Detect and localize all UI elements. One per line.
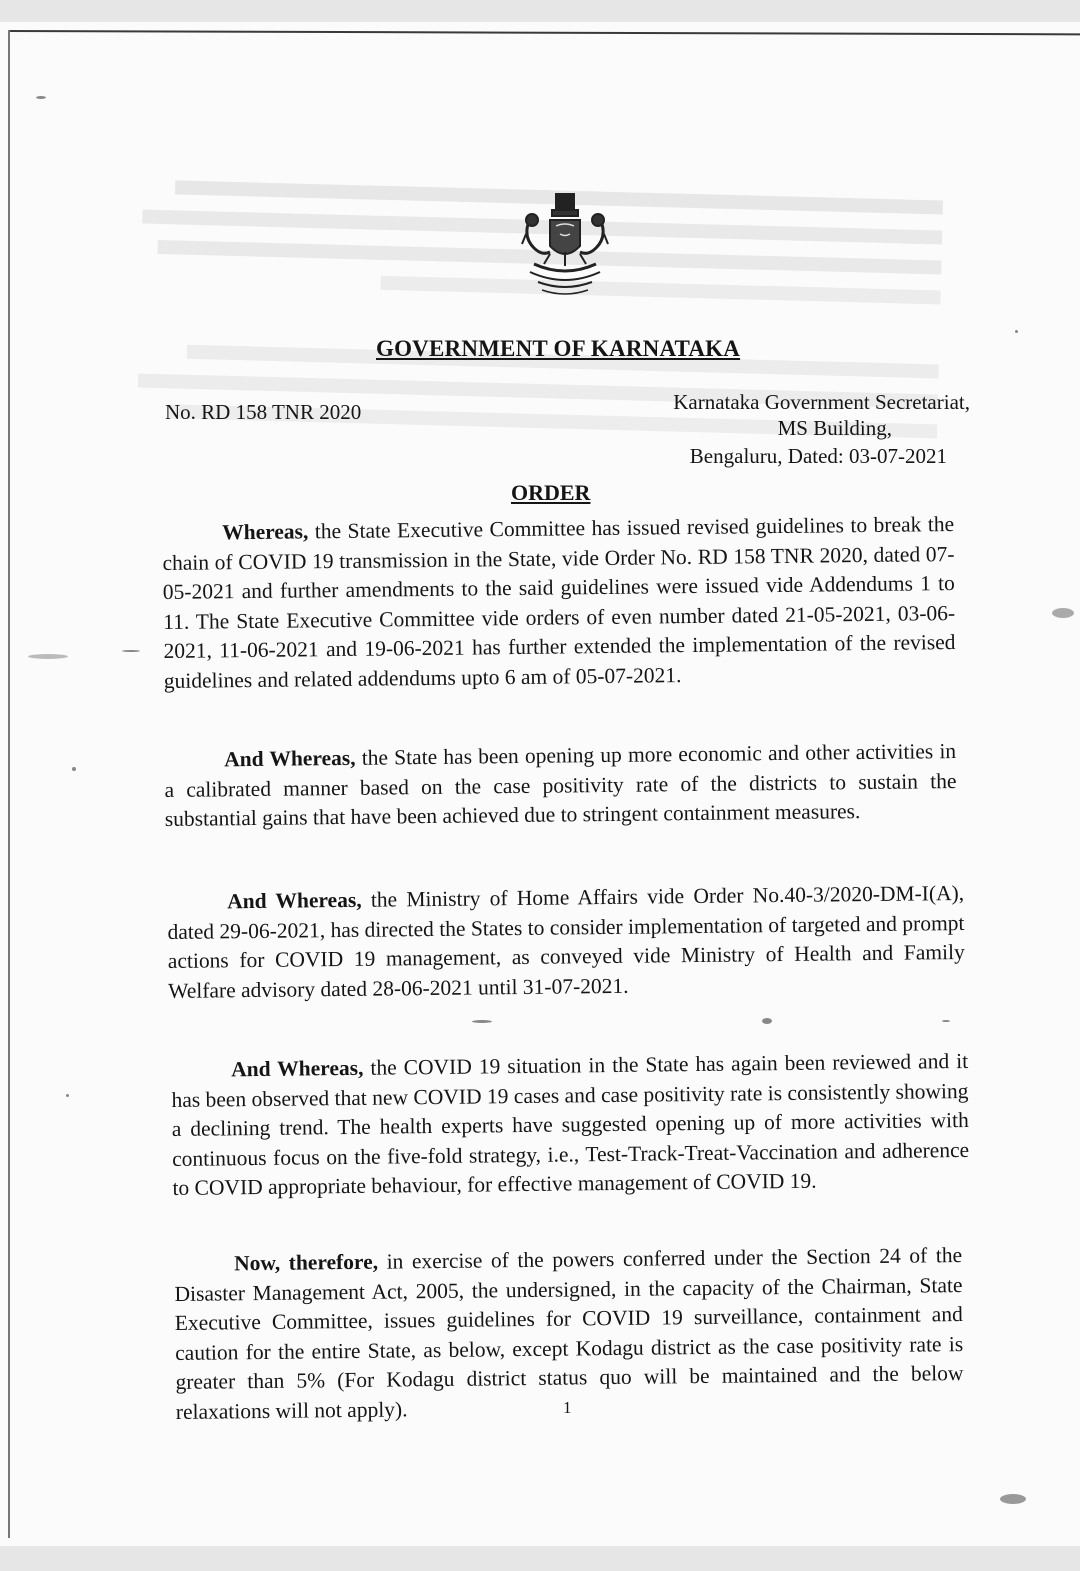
paragraph-text: the COVID 19 situation in the State has again been reviewed and it has been observed that new COVID 19 cases and case positivity rate is consistently showing a declining trend. The health experts have suggested opening up of more activities with continuous focus on the five-fold strategy, i.e., Test-Track-Treat-Vaccination and adherence to COVID appropriate behaviour, for effective management of COVID 19.: [171, 1048, 970, 1200]
scan-speck: [1015, 330, 1018, 333]
address-line-building: MS Building,: [777, 416, 892, 440]
paragraph-lead: And Whereas,: [227, 887, 362, 914]
paragraph-lead: And Whereas,: [224, 745, 356, 772]
paragraph-lead: And Whereas,: [231, 1055, 364, 1082]
paragraph-text: the State has been opening up more economic and other activities in a calibrated manner based on the case positivity rate of the districts to sustain the substantial gains that have been achieved due to stringent containment measures.: [164, 739, 957, 831]
government-title: GOVERNMENT OF KARNATAKA: [376, 336, 741, 361]
document-page: [0, 22, 1080, 1546]
paragraph-whereas-1: [162, 510, 956, 696]
order-number: No. RD 158 TNR 2020: [165, 400, 362, 424]
scan-speck: [36, 96, 46, 99]
left-border-line: [8, 30, 10, 1538]
issuing-office-address: [673, 389, 970, 469]
address-line-secretariat: Karnataka Government Secretariat,: [673, 390, 970, 414]
scan-speck: [122, 650, 140, 652]
paragraph-text: the State Executive Committee has issued revised guidelines to break the chain of COVID 19 transmission in the State, vide Order No. RD 158 TNR 2020, dated 07-05-2021 and further amendments to the said guidelines were issued vide Addendums 1 to 11. The State Executive Committee vide orders of even number dated 21-05-2021, 03-06-2021, 11-06-2021 and 19-06-2021 has further extended the implementation of the revised guidelines and related addendums upto 6 am of 05-07-2021.: [162, 512, 956, 693]
paragraph-text: in exercise of the powers conferred under the Section 24 of the Disaster Management Act, 2005, the undersigned, in the capacity of the Chairman, State Executive Committee, issues guidelines for COVID 19 surveillance, containment and caution for the entire State, as below, except Kodagu district as the case positivity rate is greater than 5% (For Kodagu district status quo will be maintained and the below relaxations will not apply).: [174, 1243, 964, 1424]
scan-speck: [66, 1094, 69, 1097]
paragraph-lead: Whereas,: [222, 519, 309, 545]
page-number: 1: [563, 1398, 572, 1417]
karnataka-emblem-icon: [520, 190, 610, 308]
scan-speck: [942, 1020, 950, 1022]
top-border-line: [8, 30, 1080, 35]
scan-speck: [762, 1018, 772, 1024]
order-heading: ORDER: [511, 480, 591, 505]
scan-speck: [28, 654, 68, 659]
scan-speck: [472, 1020, 492, 1023]
paragraph-text: the Ministry of Home Affairs vide Order No.40-3/2020-DM-I(A), dated 29-06-2021, has directed the States to consider implementation of targeted and prompt actions for COVID 19 management, as conveyed vide Ministry of Health and Family Welfare advisory dated 28-06-2021 until 31-07-2021.: [167, 880, 965, 1003]
paragraph-whereas-2: [164, 737, 957, 834]
paragraph-lead: Now, therefore,: [234, 1249, 379, 1276]
paragraph-whereas-4: [171, 1047, 970, 1204]
paragraph-whereas-3: [167, 879, 965, 1006]
scan-speck: [1000, 1494, 1026, 1504]
address-line-date: Bengaluru, Dated: 03-07-2021: [689, 444, 947, 468]
scan-speck: [72, 767, 76, 771]
scan-speck: [1052, 608, 1074, 618]
